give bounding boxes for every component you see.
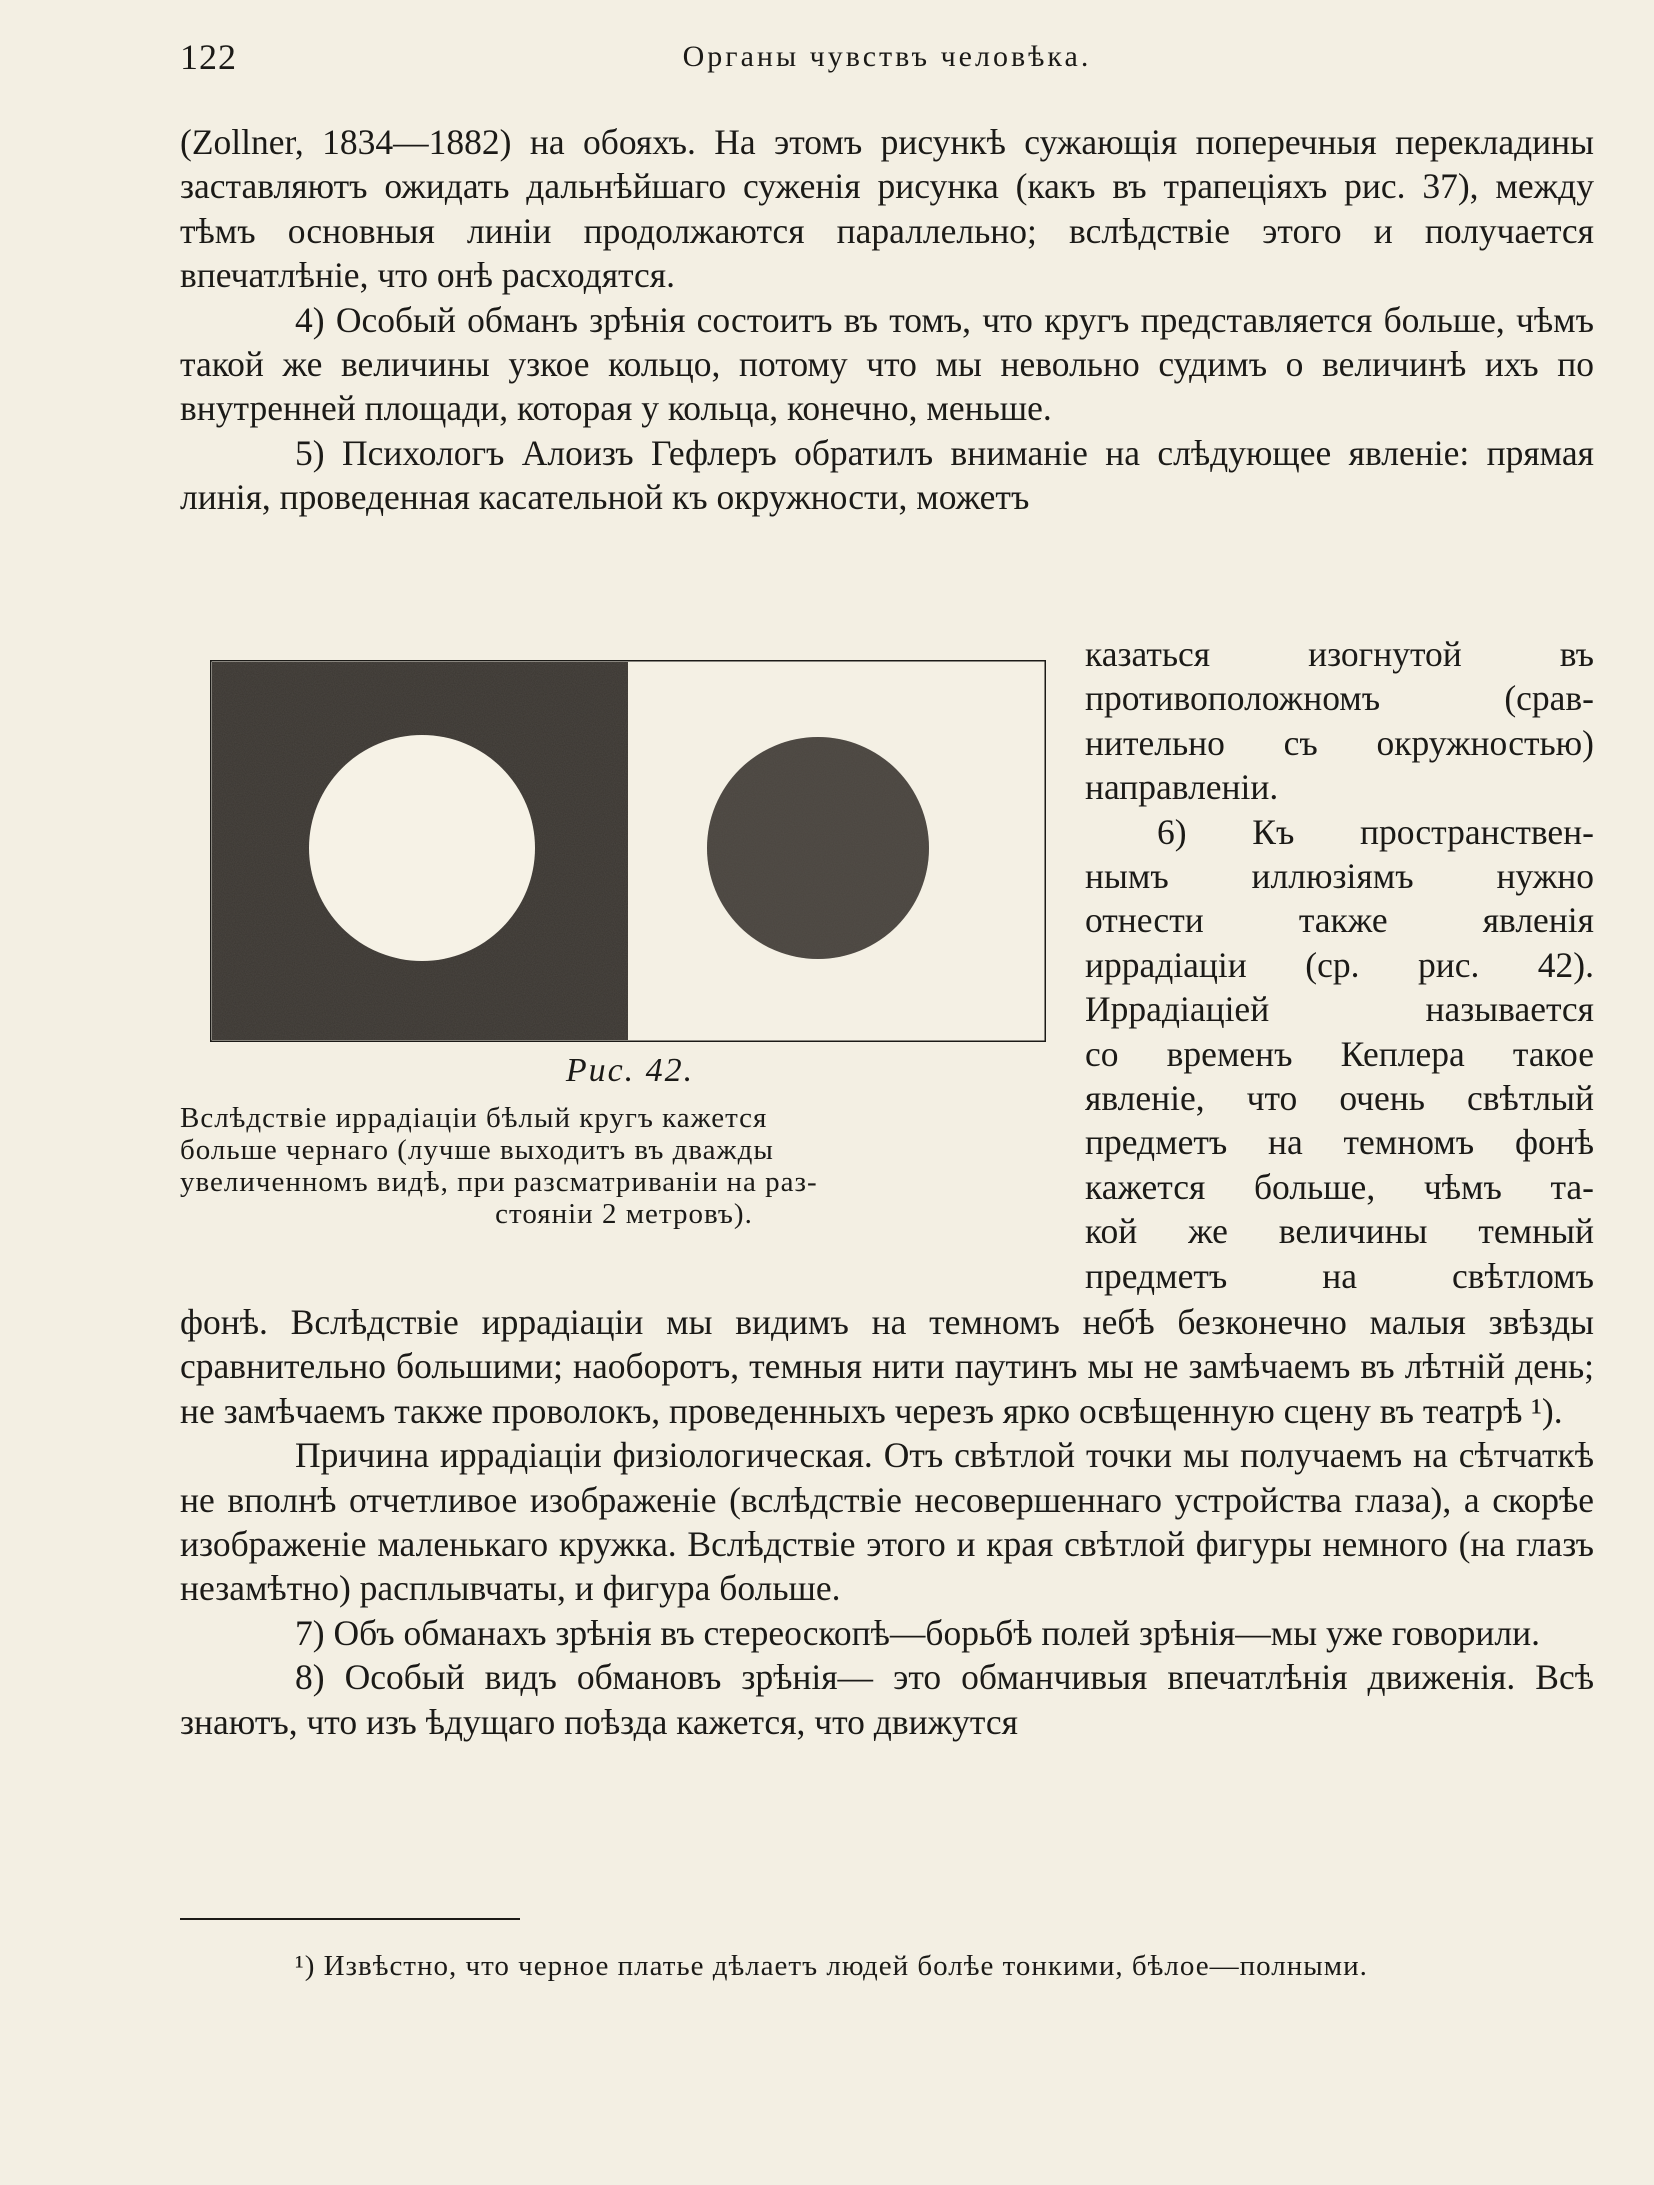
white-circle (309, 735, 535, 961)
footnote-text: ¹) Извѣстно, что черное платье дѣлаетъ людей болѣе тонкими, бѣлое—полными. (295, 1950, 1368, 1982)
side-line: со временъ Кеплера такое (1085, 1033, 1594, 1074)
side-line: направленіи. (1085, 767, 1279, 808)
paragraph: 4) Особый обманъ зрѣнія состоитъ въ томъ, что кругъ представляется больше, чѣмъ такой же величины узкое кольцо, потому что мы невольно судимъ о величинѣ ихъ по внутренней площади, которая у кольца, конечно, меньше. (180, 299, 1594, 429)
page-number: 122 (180, 37, 237, 77)
side-line: 6) Къ пространствен- (1157, 811, 1594, 852)
page-header (180, 36, 1594, 80)
irradiation-illustration (210, 660, 1046, 1042)
side-line: предметъ на свѣтломъ (1085, 1255, 1594, 1296)
text-block-top (180, 120, 1594, 520)
side-line: отнести также явленія (1085, 900, 1594, 941)
figure-row (180, 632, 1594, 1300)
text-block-bottom (180, 1300, 1594, 1744)
figure-42 (180, 632, 1080, 1252)
side-line: явленіе, что очень свѣтлый (1085, 1078, 1594, 1119)
paragraph: Причина иррадіаціи физіологическая. Отъ свѣтлой точки мы получаемъ на сѣтчаткѣ не вполнѣ отчетливое изображеніе (вслѣдствіе несовершеннаго устройства глаза), а скорѣе изображеніе маленькаго кружка. Вслѣдствіе этого и края свѣтлой фигуры немного (на глазъ незамѣтно) расплывчаты, и фигура больше. (180, 1435, 1594, 1609)
footnote-rule (180, 1918, 520, 1920)
paragraph: фонѣ. Вслѣдствіе иррадіаціи мы видимъ на темномъ небѣ безконечно малыя звѣзды сравнительно большими; наоборотъ, темныя нити паутинъ мы не замѣчаемъ въ лѣтній день; не замѣчаемъ также проволокъ, проведенныхъ черезъ ярко освѣщенную сцену въ театрѣ ¹). (180, 1302, 1594, 1431)
running-title: Органы чувствъ человѣка. (682, 40, 1092, 73)
side-line: кажется больше, чѣмъ та- (1085, 1166, 1594, 1207)
caption-line: стояніи 2 метровъ). (495, 1198, 753, 1230)
side-line: нымъ иллюзіямъ нужно (1085, 856, 1594, 897)
side-line: предметъ на темномъ фонѣ (1085, 1122, 1594, 1163)
side-text-column (1085, 632, 1594, 1298)
paragraph: 7) Объ обманахъ зрѣнія въ стереоскопѣ—борьбѣ полей зрѣнія—мы уже говорили. (295, 1612, 1540, 1653)
figure-label: Рис. 42. (565, 1052, 695, 1089)
paragraph: (Zollner, 1834—1882) на обояхъ. На этомъ рисункѣ сужающія поперечныя перекладины заставляютъ ожидать дальнѣйшаго суженія рисунка (какъ въ трапеціяхъ рис. 37), между тѣмъ основныя линіи продолжаются параллельно; вслѣдствіе этого и получается впечатлѣніе, что онѣ расходятся. (180, 122, 1594, 296)
side-line: казаться изогнутой въ (1085, 634, 1594, 674)
side-line: нительно съ окружностью) (1085, 722, 1594, 763)
caption-line: Вслѣдствіе иррадіаціи бѣлый кругъ кажется (180, 1102, 768, 1134)
side-line: противоположномъ (срав- (1085, 678, 1594, 719)
caption-line: больше чернаго (лучше выходитъ въ дважды (180, 1134, 774, 1166)
side-line: Иррадіаціей называется (1085, 989, 1594, 1030)
figure-caption (180, 1102, 1068, 1230)
paragraph: 5) Психологъ Алоизъ Гефлеръ обратилъ вниманіе на слѣдующее явленіе: прямая линія, проведенная касательной къ окружности, можетъ (180, 432, 1594, 518)
side-line: кой же величины темный (1085, 1211, 1594, 1252)
paragraph: 8) Особый видъ обмановъ зрѣнія— это обманчивыя впечатлѣнія движенія. Всѣ знаютъ, что изъ ѣдущаго поѣзда кажется, что движутся (180, 1657, 1594, 1742)
caption-line: увеличенномъ видѣ, при разсматриваніи на раз- (180, 1166, 818, 1198)
side-line: иррадіаціи (ср. рис. 42). (1085, 944, 1594, 985)
footnote (180, 1946, 1594, 1986)
